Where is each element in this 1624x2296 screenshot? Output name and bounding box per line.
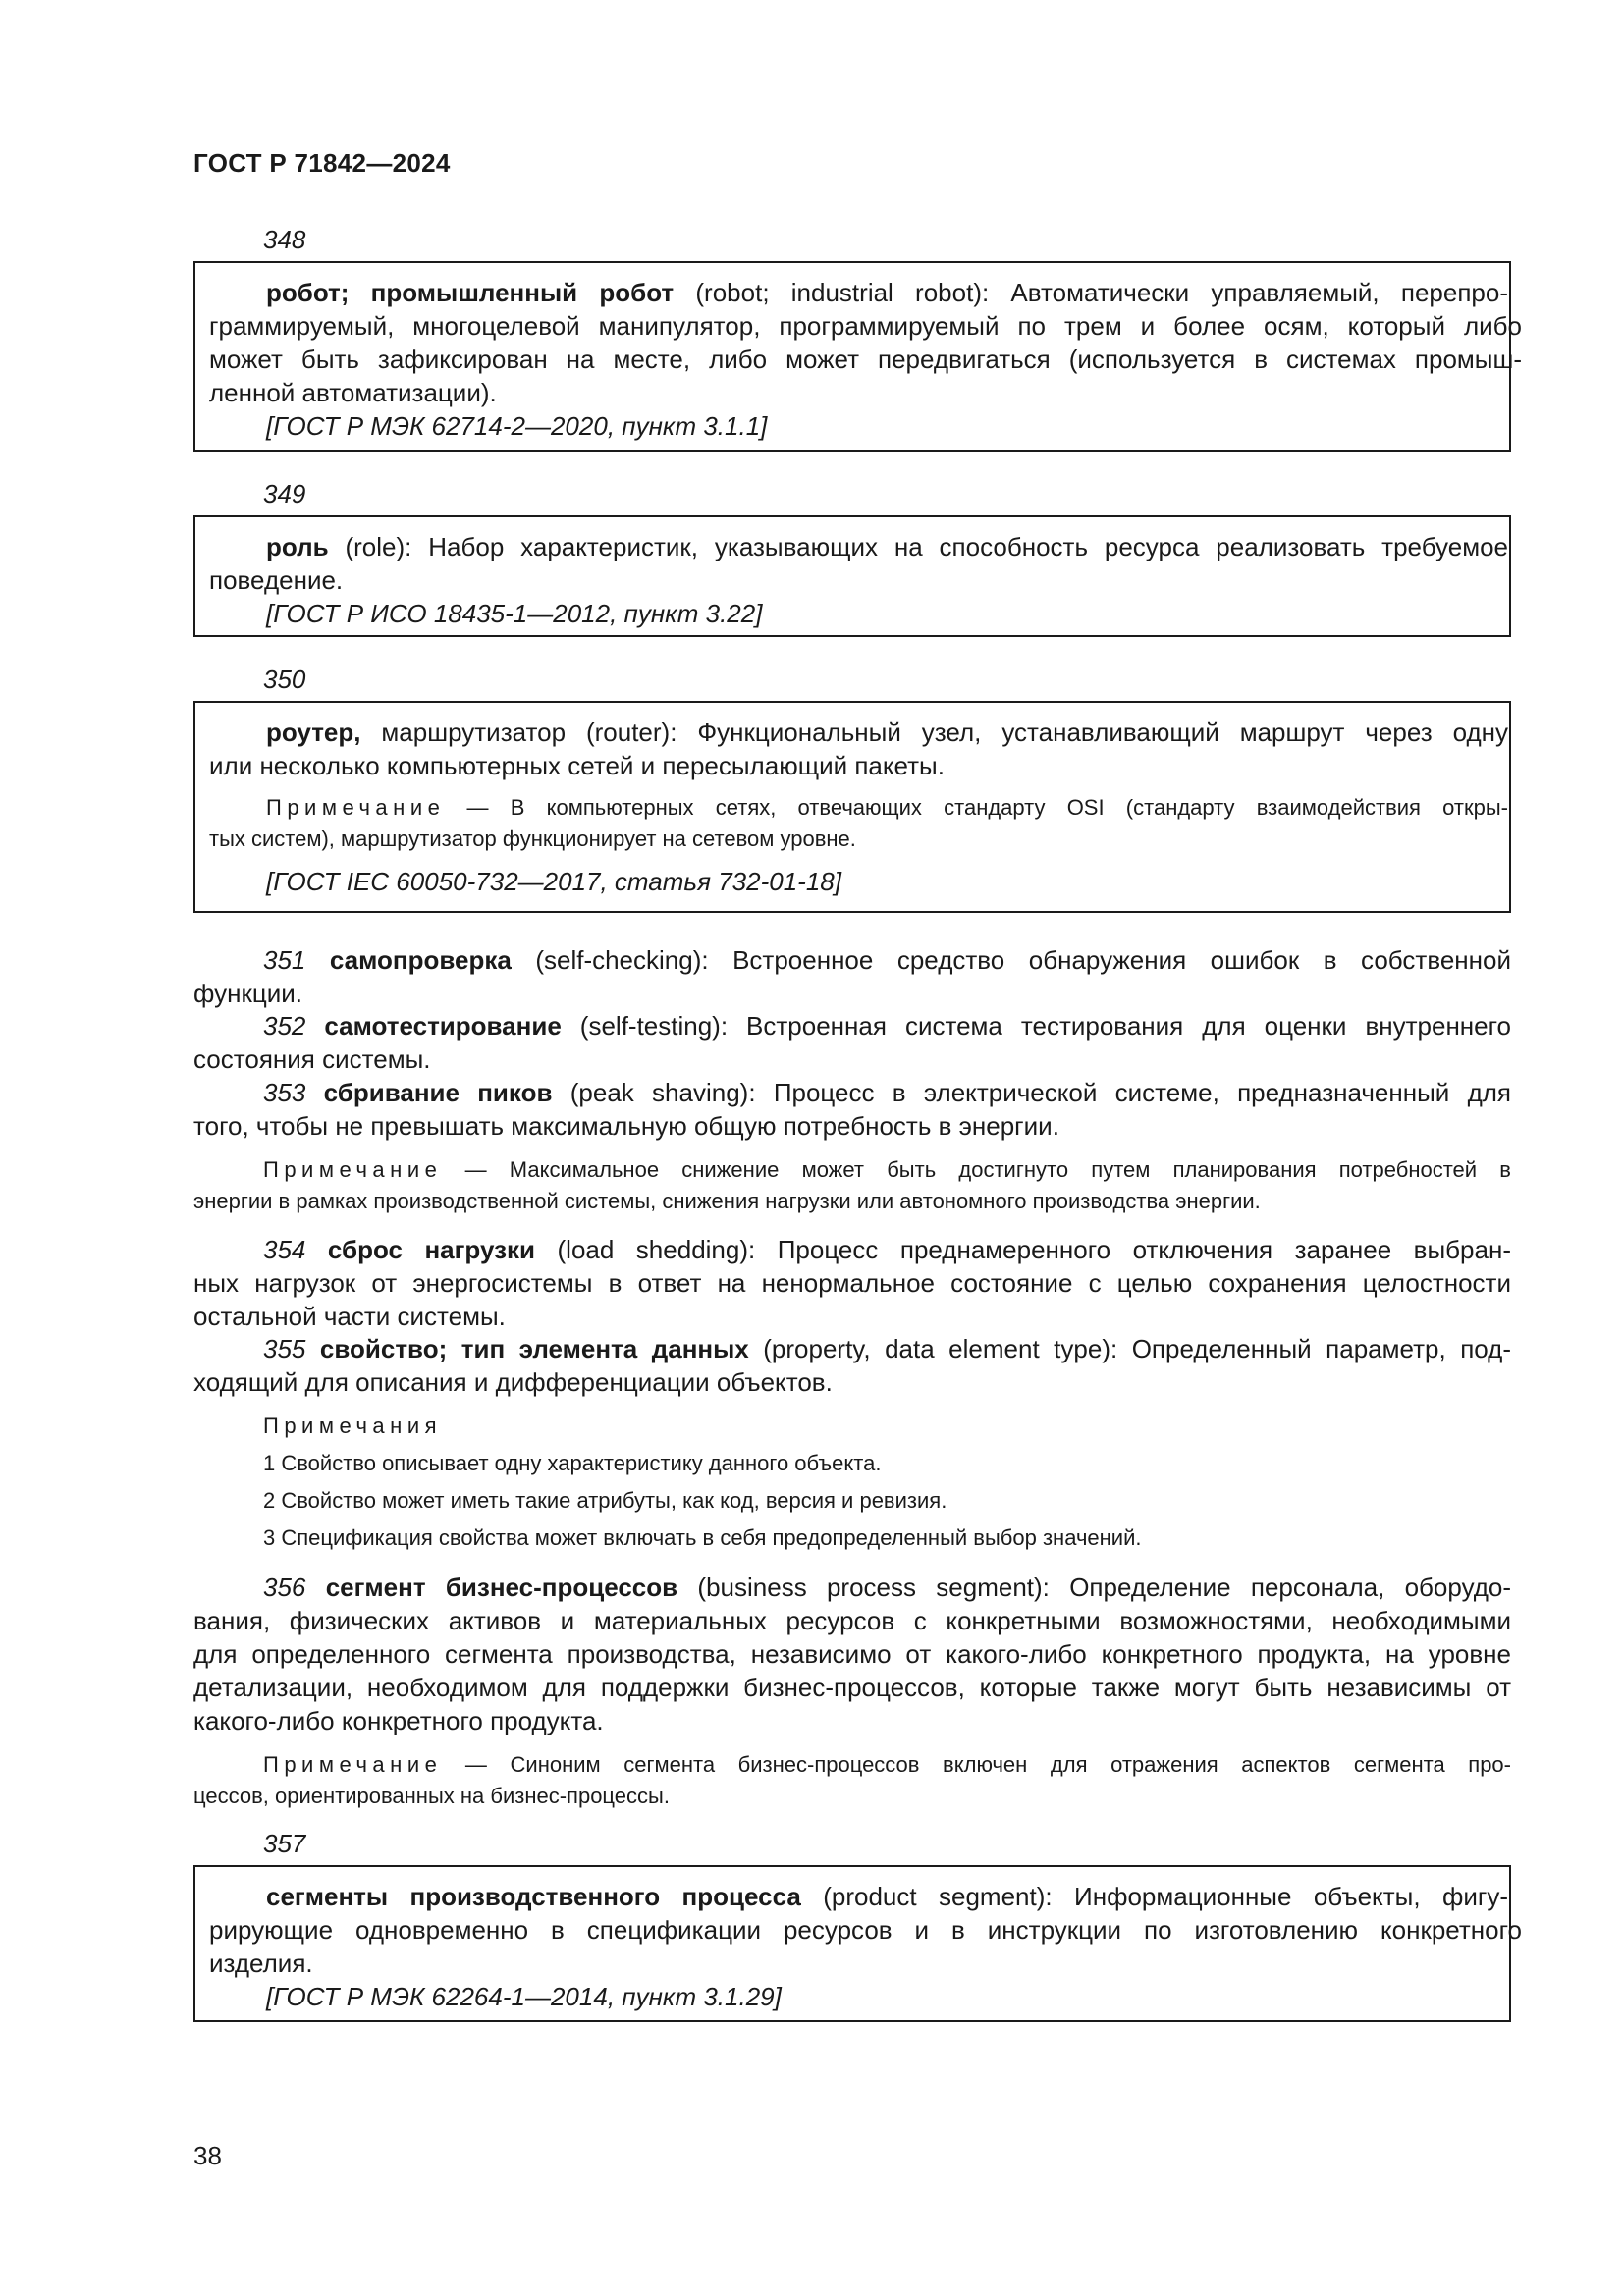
- term-line: [195, 530, 1508, 563]
- note-item: 3 Спецификация свойства может включать в себя предопределенный выбор значений.: [263, 1525, 1142, 1550]
- term-line: состояния системы.: [193, 1044, 431, 1074]
- term-name: самотестирование: [324, 1011, 562, 1041]
- term-line: поведение.: [209, 565, 344, 595]
- term-note: [193, 1155, 1511, 1185]
- term-line: ходящий для описания и дифференциации объектов.: [193, 1367, 833, 1397]
- term-definition: (peak shaving): Процесс в электрической системе, предназначенный для: [552, 1078, 1511, 1107]
- term-definition: (business process segment): Определение персонала, оборудо-: [677, 1573, 1511, 1602]
- term-line: [193, 1571, 1511, 1604]
- note-text: — Максимальное снижение может быть достигнуто путем планирования потребностей в: [442, 1157, 1511, 1182]
- term-box-348: [193, 261, 1522, 452]
- term-source: [ГОСТ Р МЭК 62264-1—2014, пункт 3.1.29]: [266, 1982, 782, 2011]
- term-line: [193, 1009, 1511, 1042]
- term-line: [195, 716, 1508, 749]
- term-line: [195, 276, 1508, 309]
- term-line: или несколько компьютерных сетей и пересылающий пакеты.: [209, 751, 945, 780]
- term-name: роль: [266, 532, 329, 561]
- term-definition: (role): Набор характеристик, указывающих на способность ресурса реализовать требуемое: [328, 532, 1508, 561]
- term-number: 355: [263, 1334, 306, 1363]
- term-line: того, чтобы не превышать максимальную общую потребность в энергии.: [193, 1111, 1059, 1141]
- term-line: какого-либо конкретного продукта.: [193, 1706, 604, 1735]
- note-label: Примечание: [263, 1752, 443, 1777]
- term-line: изделия.: [209, 1949, 313, 1978]
- term-box-357: [193, 1865, 1522, 2022]
- term-line: ных нагрузок от энергосистемы в ответ на ненормальное состояние с целью сохранения целостности: [193, 1268, 1511, 1298]
- term-note: цессов, ориентированных на бизнес-процессы.: [193, 1784, 670, 1808]
- term-line: [193, 1076, 1511, 1109]
- notes-label: Примечания: [263, 1414, 443, 1438]
- term-definition: (robot; industrial robot): Автоматически управляемый, перепро-: [674, 278, 1508, 307]
- term-number: 354: [263, 1235, 306, 1264]
- term-line: [193, 943, 1511, 977]
- term-name: сегмент бизнес-процессов: [325, 1573, 678, 1602]
- term-name: свойство; тип элемента данных: [319, 1334, 749, 1363]
- term-number: 350: [263, 665, 306, 694]
- term-number: 348: [263, 225, 306, 254]
- term-number: 353: [263, 1078, 306, 1107]
- term-name: сброс нагрузки: [327, 1235, 536, 1264]
- term-line: для определенного сегмента производства, независимо от какого-либо конкретного продукта, на уровне: [193, 1639, 1511, 1669]
- term-source: [ГОСТ Р ИСО 18435-1—2012, пункт 3.22]: [266, 599, 763, 628]
- term-name: робот; промышленный робот: [266, 278, 675, 307]
- term-line: рирующие одновременно в спецификации ресурсов и в инструкции по изготовлению конкретного: [209, 1915, 1522, 1945]
- term-definition: (self-checking): Встроенное средство обнаружения ошибок в собственной: [511, 945, 1511, 975]
- term-line: [193, 1233, 1511, 1266]
- term-line: детализации, необходимом для поддержки бизнес-процессов, которые также могут быть независимы от: [193, 1673, 1511, 1702]
- term-name: сегменты производственного процесса: [266, 1882, 801, 1911]
- term-definition: (self-testing): Встроенная система тестирования для оценки внутреннего: [561, 1011, 1511, 1041]
- term-name: сбривание пиков: [323, 1078, 553, 1107]
- note-text: — В компьютерных сетях, отвечающих стандарту OSI (стандарту взаимодействия откры-: [445, 795, 1508, 820]
- term-definition: маршрутизатор (router): Функциональный узел, устанавливающий маршрут через одну: [360, 718, 1508, 747]
- term-line: может быть зафиксирован на месте, либо может передвигаться (используется в системах промыш-: [209, 345, 1522, 374]
- term-line: вания, физических активов и материальных ресурсов с конкретными возможностями, необходимыми: [193, 1606, 1511, 1635]
- term-line: ленной автоматизации).: [209, 378, 497, 407]
- term-number: 349: [263, 479, 306, 508]
- document-header: ГОСТ Р 71842—2024: [193, 148, 451, 178]
- term-number: 357: [263, 1829, 306, 1858]
- term-number: 351: [263, 945, 306, 975]
- term-name: самопроверка: [329, 945, 512, 975]
- term-definition: (property, data element type): Определенный параметр, под-: [748, 1334, 1511, 1363]
- term-line: граммируемый, многоцелевой манипулятор, программируемый по трем и более осям, который либо: [209, 311, 1522, 341]
- term-box-349: [193, 515, 1511, 637]
- term-number: 356: [263, 1573, 306, 1602]
- term-note: энергии в рамках производственной системы, снижения нагрузки или автономного производства энергии.: [193, 1189, 1261, 1213]
- term-note: [195, 793, 1508, 823]
- note-text: — Синоним сегмента бизнес-процессов включен для отражения аспектов сегмента про-: [442, 1752, 1511, 1777]
- term-line: функции.: [193, 979, 302, 1008]
- note-label: Примечание: [263, 1157, 443, 1182]
- term-definition: (load shedding): Процесс преднамеренного отключения заранее выбран-: [535, 1235, 1511, 1264]
- term-name: роутер,: [266, 718, 361, 747]
- term-line: [193, 1332, 1511, 1365]
- note-label: Примечание: [266, 795, 446, 820]
- term-line: остальной части системы.: [193, 1302, 506, 1331]
- note-item: 2 Свойство может иметь такие атрибуты, как код, версия и ревизия.: [263, 1488, 947, 1513]
- term-definition: (product segment): Информационные объекты, фигу-: [800, 1882, 1508, 1911]
- term-box-350: [193, 701, 1511, 913]
- term-line: [195, 1880, 1508, 1913]
- term-note: [193, 1750, 1511, 1780]
- term-note: тых систем), маршрутизатор функционирует на сетевом уровне.: [209, 827, 856, 851]
- term-source: [ГОСТ Р МЭК 62714-2—2020, пункт 3.1.1]: [266, 411, 768, 441]
- term-source: [ГОСТ IEC 60050-732—2017, статья 732-01-18]: [266, 867, 841, 896]
- page-number: 38: [193, 2141, 222, 2170]
- term-number: 352: [263, 1011, 306, 1041]
- note-item: 1 Свойство описывает одну характеристику данного объекта.: [263, 1451, 882, 1475]
